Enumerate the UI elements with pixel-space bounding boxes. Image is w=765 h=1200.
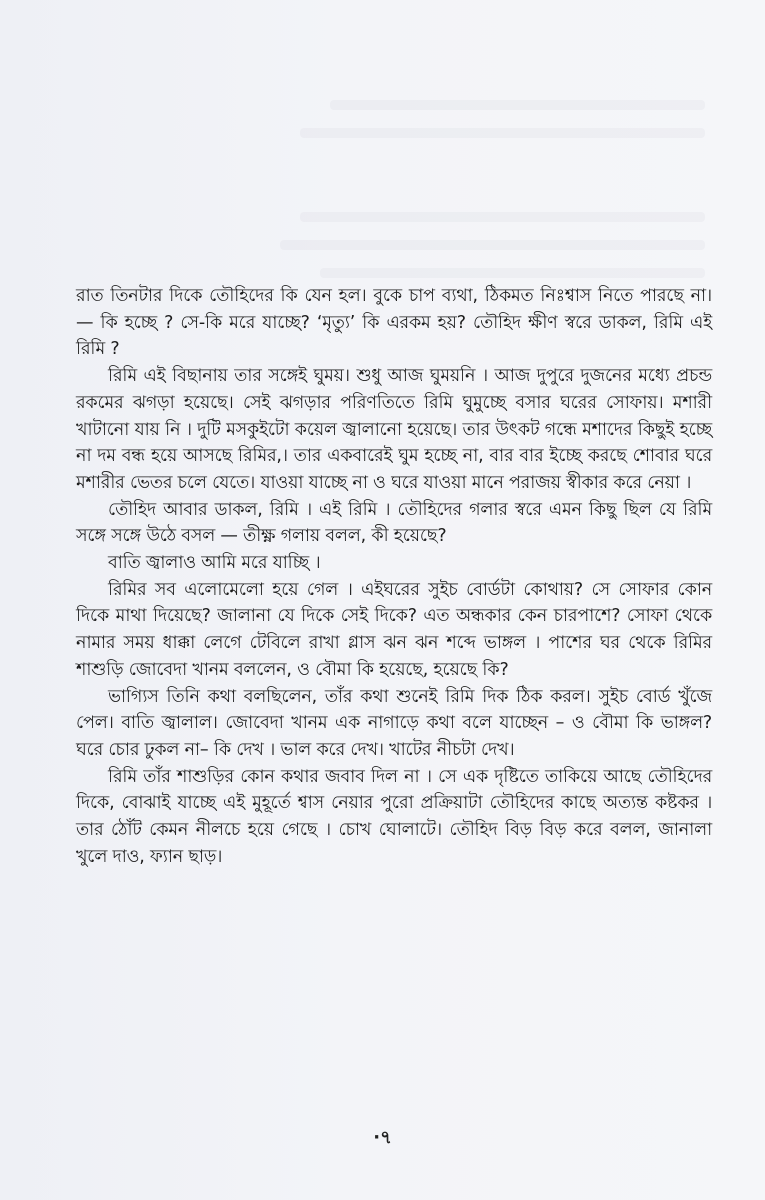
show-through-line [280,240,705,250]
paragraph: ভাগ্যিস তিনি কথা বলছিলেন, তাঁর কথা শুনেই রিমি দিক ঠিক করল। সুইচ বোর্ড খুঁজে পেল। বাতি জ্বালাল। জোবেদা খানম এক নাগাড়ে কথা বলে যাচ্ছেন – ও বৌমা কি ভাঙ্গল? ঘরে চোর ঢুকল না– কি দেখ । ভাল করে দেখ। খাটের নীচটা দেখ। [76,686,712,760]
paragraph: রাত তিনটার দিকে তৌহিদের কি যেন হল। বুকে চাপ ব্যথা, ঠিকমত নিঃশ্বাস নিতে পারছে না। — কি হচ্ছে ? সে-কি মরে যাচ্ছে? ‘মৃত্যু’ কি এরকম হয়? তৌহিদ ক্ষীণ স্বরে ডাকল, রিমি এই রিমি ? [76,286,712,360]
paragraph: রিমি তাঁর শাশুড়ির কোন কথার জবাব দিল না । সে এক দৃষ্টিতে তাকিয়ে আছে তৌহিদের দিকে, বোঝাই যাচ্ছে এই মুহূর্তে শ্বাস নেয়ার পুরো প্রক্রিয়াটা তৌহিদের কাছে অত্যন্ত কষ্টকর । তার ঠোঁট কেমন নীলচে হয়ে গেছে । চোখ ঘোলাটে। তৌহিদ বিড় বিড় করে বলল, জানালা খুলে দাও, ফ্যান ছাড়। [76,766,712,867]
show-through-line [300,212,705,222]
show-through-line [330,100,705,110]
show-through-line [320,268,705,278]
show-through-line [300,128,705,138]
paragraph: রিমির সব এলোমেলো হয়ে গেল । এইঘরের সুইচ বোর্ডটা কোথায়? সে সোফার কোন দিকে মাথা দিয়েছে? জালানা যে দিকে সেই দিকে? এত অন্ধকার কেন চারপাশে? সোফা থেকে নামার সময় ধাক্কা লেগে টেবিলে রাখা গ্লাস ঝন ঝন শব্দে ভাঙ্গল । পাশের ঘর থেকে রিমির শাশুড়ি জোবেদা খানম বললেন, ও বৌমা কি হয়েছে, হয়েছে কি? [76,579,712,680]
page-number-value: ৭ [380,1127,392,1148]
page-number: ·৭ [373,1127,392,1148]
paragraph: বাতি জ্বালাও আমি মরে যাচ্ছি । [108,553,321,574]
paragraph: তৌহিদ আবার ডাকল, রিমি । এই রিমি । তৌহিদের গলার স্বরে এমন কিছু ছিল যে রিমি সঙ্গে সঙ্গে উঠে বসল — তীক্ষ্ণ গলায় বলল, কী হয়েছে? [76,499,713,547]
paragraph: রিমি এই বিছানায় তার সঙ্গেই ঘুময়। শুধু আজ ঘুময়নি । আজ দুপুরে দুজনের মধ্যে প্রচন্ড রকমের ঝগড়া হয়েছে। সেই ঝগড়ার পরিণতিতে রিমি ঘুমুচ্ছে বসার ঘরের সোফায়। মশারী খাটানো যায় নি । দুটি মসকুইটো কয়েল জ্বালানো হয়েছে। তার উৎকট গন্ধে মশাদের কিছুই হচ্ছে না দম বন্ধ হয়ে আসছে রিমির,। তার একবারেই ঘুম হচ্ছে না, বার বার ইচ্ছে করছে শোবার ঘরে মশারীর ভেতর চলে যেতে। যাওয়া যাচ্ছে না ও ঘরে যাওয়া মানে পরাজয় স্বীকার করে নেয়া । [76,366,712,493]
body-text [76,283,712,870]
